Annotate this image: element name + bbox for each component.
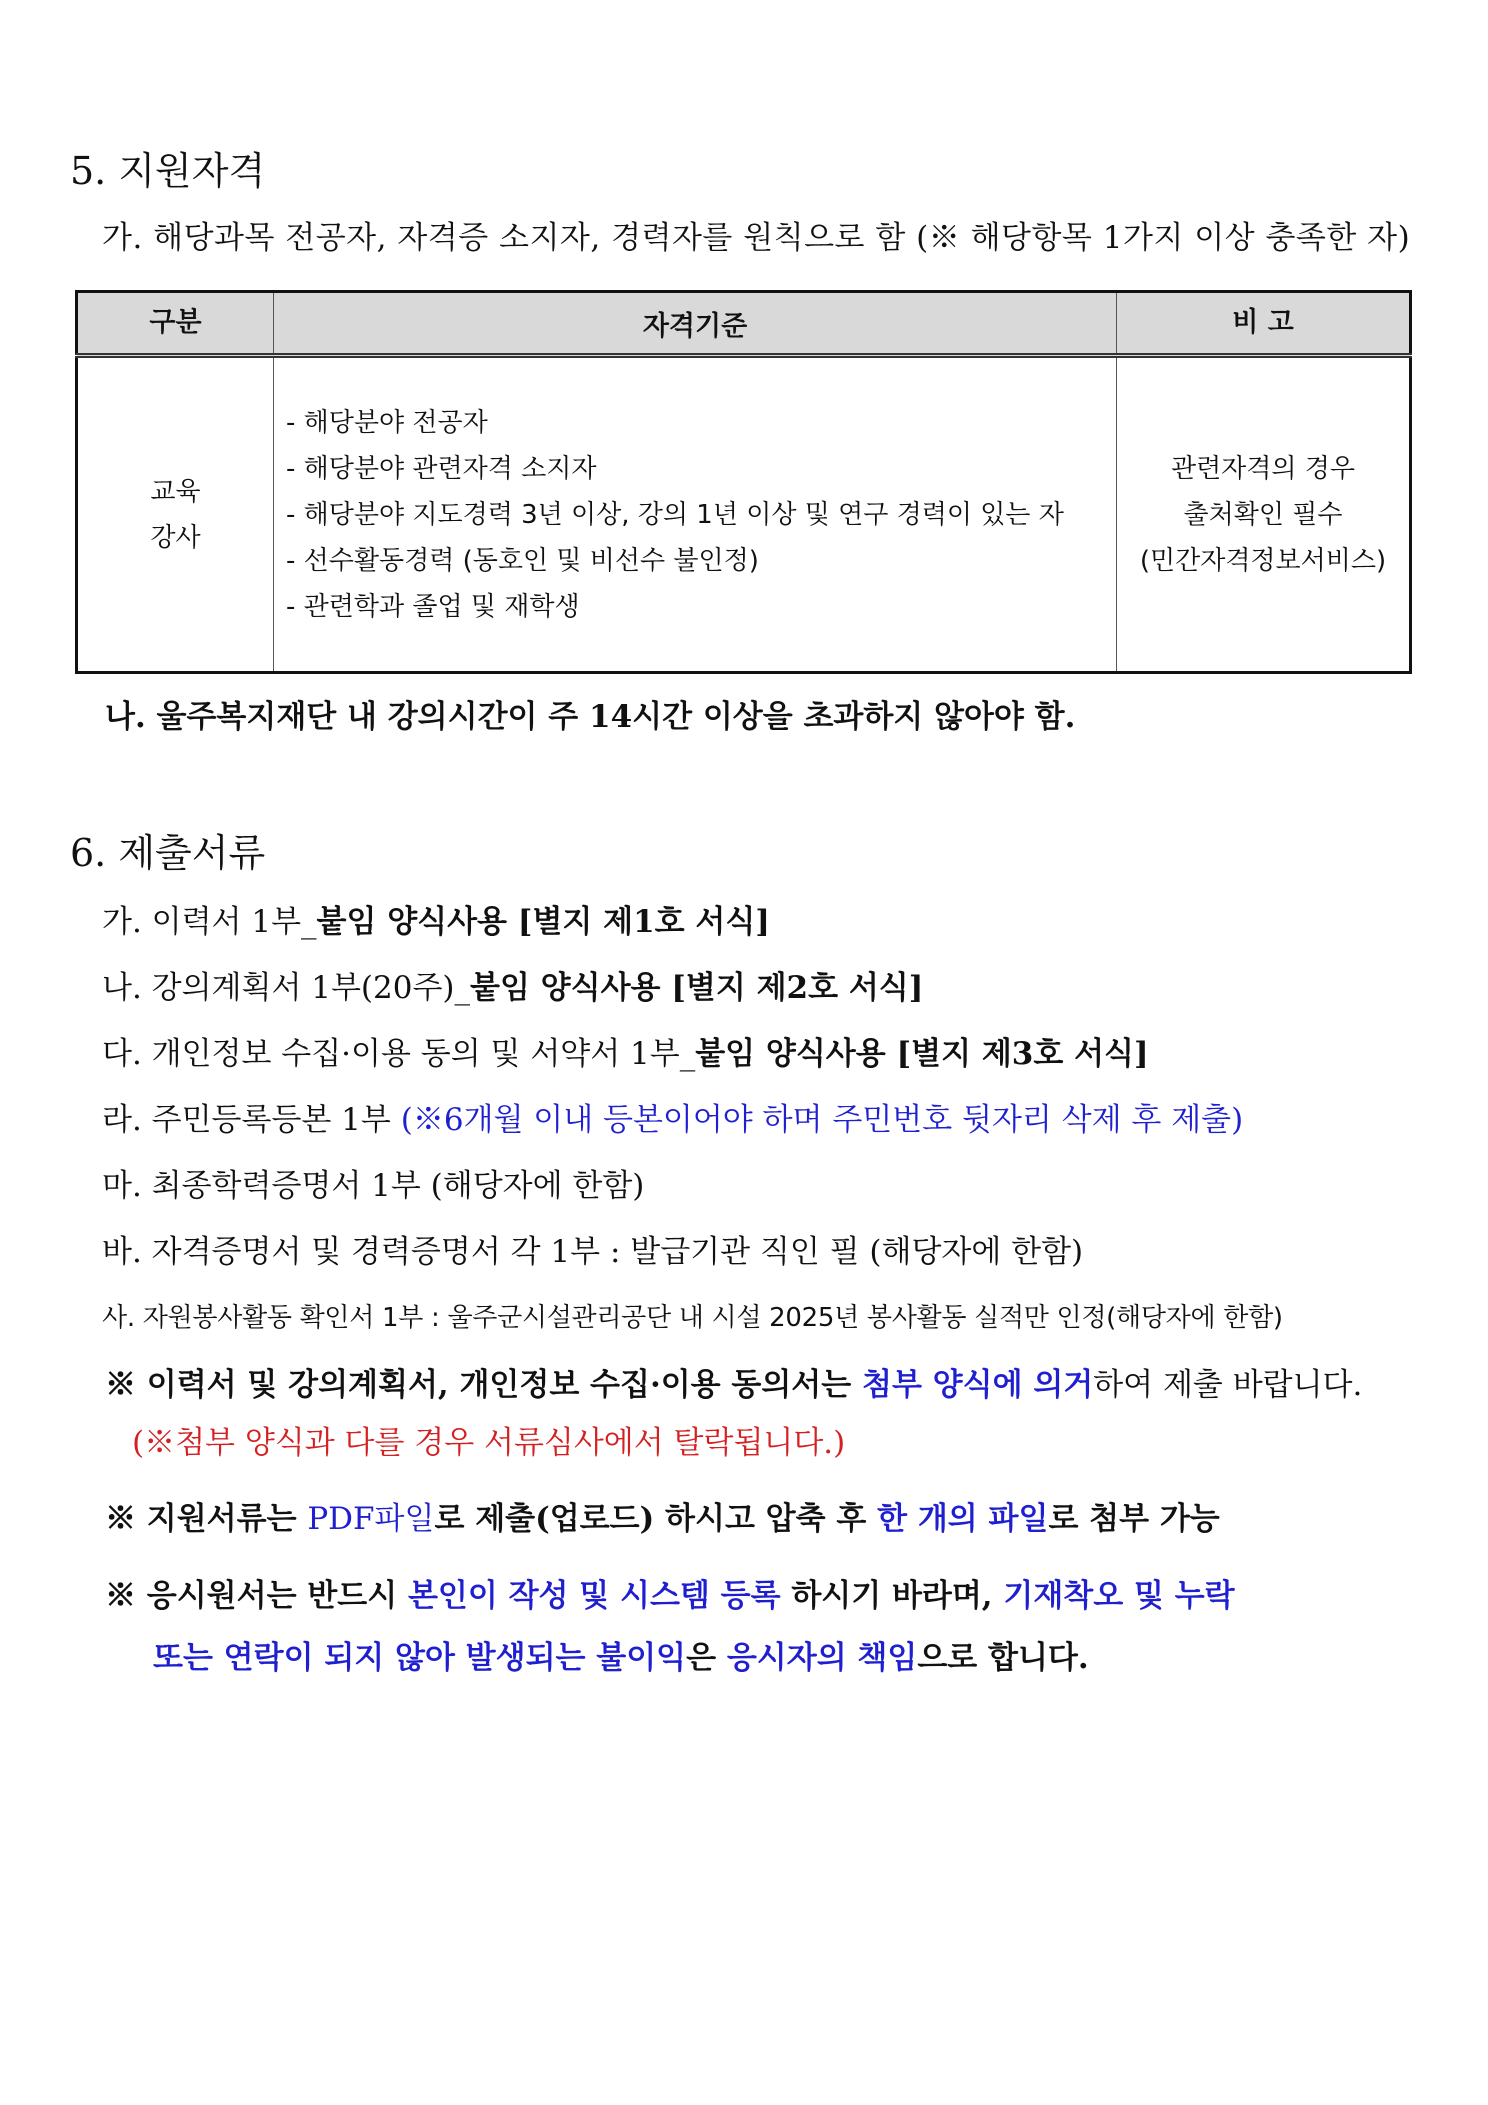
notice-text: ※ 응시원서는 반드시 xyxy=(105,1578,408,1614)
notice-text: 하시기 바라며, xyxy=(780,1578,1004,1614)
document-form-ref: 붙임 양식사용 [별지 제3호 서식] xyxy=(695,1036,1149,1072)
criteria-item: - 해당분야 관련자격 소지자 xyxy=(286,453,597,484)
notice-pdf-upload xyxy=(105,1498,1220,1540)
document-item-condition: (※6개월 이내 등본이어야 하며 주민번호 뒷자리 삭제 후 제출) xyxy=(400,1102,1244,1138)
notice-forms xyxy=(105,1364,1362,1406)
category-line: 교육 xyxy=(150,476,201,507)
category-line: 강사 xyxy=(150,522,201,553)
table-header-category: 구분 xyxy=(77,292,274,356)
remarks-line: 출처확인 필수 xyxy=(1183,499,1343,530)
remarks-line: 관련자격의 경우 xyxy=(1170,453,1356,484)
document-item-text: 다. 개인정보 수집·이용 동의 및 서약서 1부_ xyxy=(102,1036,696,1072)
table-header-criteria: 자격기준 xyxy=(274,292,1117,356)
notice-highlight: 또는 연락이 되지 않아 발생되는 xyxy=(153,1640,597,1676)
notice-applicant-responsibility xyxy=(105,1575,1235,1617)
notice-text: 로 제출(업로드) 하시고 압축 후 xyxy=(434,1501,878,1537)
criteria-cell xyxy=(274,356,1117,673)
document-item-privacy-consent xyxy=(102,1034,1149,1074)
notice-text: 하여 제출 바랍니다. xyxy=(1093,1367,1363,1403)
document-item-text: 가. 이력서 1부_ xyxy=(102,904,317,940)
document-form-ref: 붙임 양식사용 [별지 제2호 서식] xyxy=(470,970,924,1006)
category-cell xyxy=(77,356,274,673)
notice-highlight: 첨부 양식에 의거 xyxy=(862,1367,1094,1403)
document-form-ref: 붙임 양식사용 [별지 제1호 서식] xyxy=(316,904,770,940)
criteria-item: - 해당분야 전공자 xyxy=(286,407,488,438)
section-title-qualification: 5. 지원자격 xyxy=(70,149,266,193)
document-item-volunteer-certificate: 사. 자원봉사활동 확인서 1부 : 울주군시설관리공단 내 시설 2025년 봉사활동 실적만 인정(해당자에 한함) xyxy=(102,1303,1283,1333)
notice-highlight: PDF파일 xyxy=(307,1501,435,1537)
table-header-remarks: 비 고 xyxy=(1117,292,1411,356)
document-item-text: 라. 주민등록등본 1부 xyxy=(102,1102,401,1138)
notice-highlight: 기재착오 및 누락 xyxy=(1003,1578,1235,1614)
remarks-line: (민간자격정보서비스) xyxy=(1139,545,1387,576)
document-item-education-certificate: 마. 최종학력증명서 1부 (해당자에 한함) xyxy=(102,1168,645,1204)
notice-highlight: 응시자의 책임 xyxy=(726,1640,918,1676)
qualification-table xyxy=(75,290,1412,674)
notice-text: 으로 합니다. xyxy=(917,1640,1089,1676)
notice-text: ※ 지원서류는 xyxy=(105,1501,308,1537)
notice-text: ※ 이력서 및 강의계획서, 개인정보 수집·이용 동의서는 xyxy=(105,1367,862,1403)
notice-highlight: 본인이 작성 및 시스템 등록 xyxy=(407,1578,781,1614)
document-item-resume xyxy=(102,902,770,942)
notice-text: 로 첨부 가능 xyxy=(1048,1501,1220,1537)
document-item-lecture-plan xyxy=(102,968,923,1008)
criteria-item: - 해당분야 지도경력 3년 이상, 강의 1년 이상 및 연구 경력이 있는 자 xyxy=(286,499,1064,530)
teaching-hours-rule: 나. 울주복지재단 내 강의시간이 주 14시간 이상을 초과하지 않아야 함. xyxy=(105,699,1076,735)
notice-rejection-warning: (※첨부 양식과 다를 경우 서류심사에서 탈락됩니다.) xyxy=(132,1425,846,1461)
criteria-item: - 관련학과 졸업 및 재학생 xyxy=(286,591,580,622)
notice-applicant-responsibility-cont xyxy=(153,1637,1089,1679)
remarks-cell xyxy=(1117,356,1411,673)
notice-highlight: 한 개의 파일 xyxy=(877,1501,1049,1537)
notice-text: 은 xyxy=(686,1640,727,1676)
document-item-resident-register xyxy=(102,1100,1243,1140)
table-row xyxy=(77,356,1411,673)
criteria-item: - 선수활동경력 (동호인 및 비선수 불인정) xyxy=(286,545,759,576)
document-item-qualification-certificate: 바. 자격증명서 및 경력증명서 각 1부 : 발급기관 직인 필 (해당자에 한함) xyxy=(102,1234,1084,1270)
document-item-text: 나. 강의계획서 1부(20주)_ xyxy=(102,970,470,1006)
section-title-documents: 6. 제출서류 xyxy=(70,831,266,875)
notice-highlight: 불이익 xyxy=(596,1640,687,1676)
qualification-intro: 가. 해당과목 전공자, 자격증 소지자, 경력자를 원칙으로 함 (※ 해당항목 1가지 이상 충족한 자) xyxy=(102,220,1411,256)
